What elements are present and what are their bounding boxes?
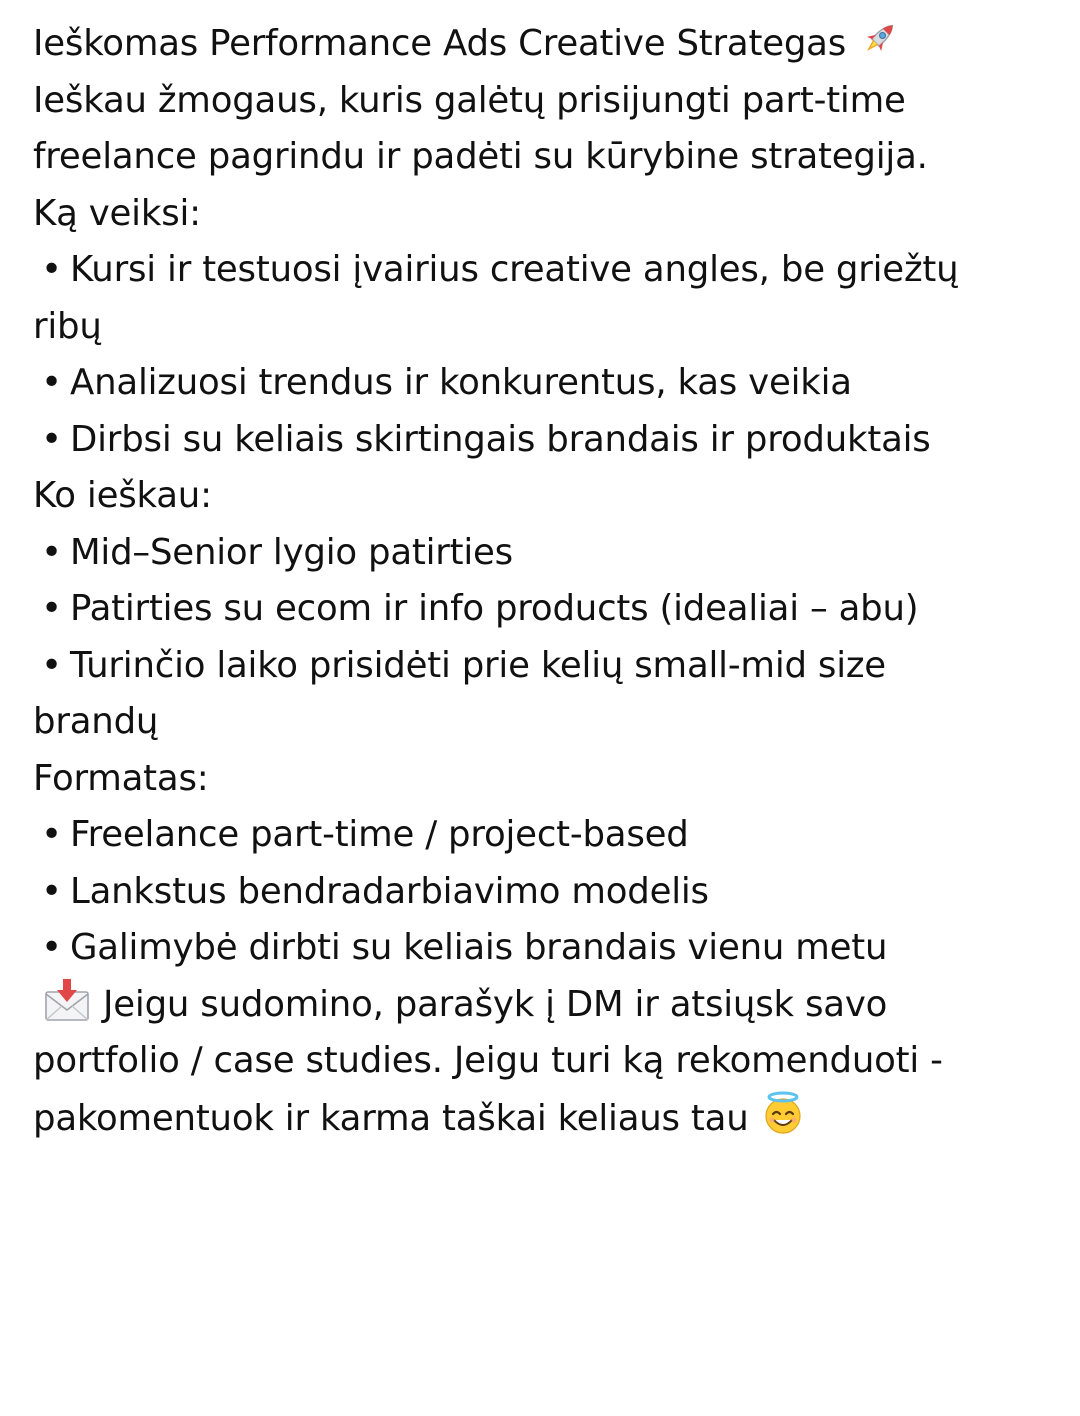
bullet-icon: • (41, 927, 62, 968)
list-item (33, 864, 1063, 921)
list-item (33, 581, 1063, 638)
post-body (33, 16, 1063, 1146)
bullet-icon: • (41, 814, 62, 855)
envelope-with-arrow-icon (43, 978, 91, 1040)
cta-line (33, 977, 1063, 1034)
bullet-icon: • (41, 249, 62, 290)
list-item (33, 412, 1063, 469)
list-item-text: Freelance part-time / project-based (70, 814, 689, 855)
bullet-icon: • (41, 588, 62, 629)
cta-line: portfolio / case studies. Jeigu turi ką rekomenduoti - (33, 1040, 943, 1081)
intro-line: Ieškau žmogaus, kuris galėtų prisijungti part-time (33, 79, 906, 121)
list-item (33, 242, 1063, 299)
list-item (33, 525, 1063, 582)
list-item (33, 920, 1063, 977)
list-item-text: Kursi ir testuosi įvairius creative angles, be griežtų (70, 249, 959, 290)
list-item-text: Dirbsi su keliais skirtingais brandais ir produktais (70, 418, 931, 460)
bullet-icon: • (41, 644, 62, 686)
smiling-face-with-halo-icon (760, 1090, 806, 1154)
cta-line (33, 1090, 1063, 1147)
cta-text: pakomentuok ir karma taškai keliaus tau (33, 1097, 749, 1139)
bullet-icon: • (41, 362, 62, 403)
list-item-text: Mid–Senior lygio patirties (70, 531, 513, 573)
section-heading: Ką veiksi: (33, 192, 201, 234)
post-title: Ieškomas Performance Ads Creative Strategas (33, 23, 847, 64)
list-item (33, 807, 1063, 864)
list-item-text: Galimybė dirbti su keliais brandais vienu metu (70, 927, 888, 968)
bullet-icon: • (41, 418, 62, 460)
cta-text: Jeigu sudomino, parašyk į DM ir atsiųsk savo (103, 983, 888, 1025)
list-item-continuation: ribų (33, 305, 102, 347)
intro-line: freelance pagrindu ir padėti su kūrybine strategija. (33, 136, 928, 177)
post-title-line (33, 16, 1063, 73)
list-item-continuation: brandų (33, 701, 159, 742)
section-heading: Ko ieškau: (33, 475, 212, 516)
list-item-text: Turinčio laiko prisidėti prie kelių small-mid size (70, 644, 886, 686)
bullet-icon: • (41, 870, 62, 912)
rocket-icon (857, 17, 901, 79)
list-item-text: Patirties su ecom ir info products (idealiai – abu) (70, 588, 919, 629)
list-item-text: Lankstus bendradarbiavimo modelis (70, 870, 709, 912)
section-heading: Formatas: (33, 757, 209, 799)
bullet-icon: • (41, 531, 62, 573)
list-item (33, 355, 1063, 412)
list-item (33, 638, 1063, 695)
list-item-text: Analizuosi trendus ir konkurentus, kas veikia (70, 362, 852, 403)
